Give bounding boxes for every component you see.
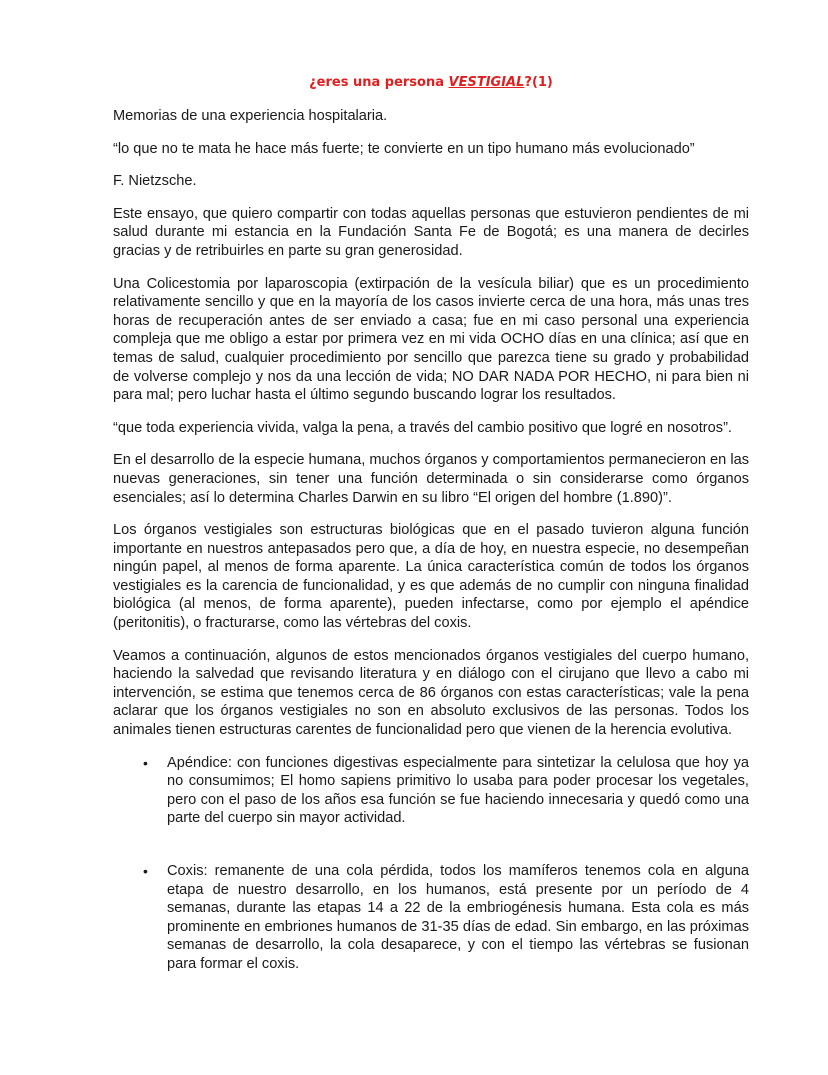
- organ-list: [113, 754, 749, 974]
- paragraph-quote-nietzsche: “lo que no te mata he hace más fuerte; te convierte en un tipo humano más evolucionado”: [113, 140, 695, 157]
- paragraph-quote-author: F. Nietzsche.: [113, 173, 197, 190]
- list-item-text: Apéndice: con funciones digestivas especialmente para sintetizar la celulosa que hoy ya no consumimos; El homo sapiens primitivo lo usaba para poder procesar los vegetales, pero con el paso de los años esa función se fue haciendo innecesaria y quedó como una parte del cuerpo sin mayor actividad.: [167, 754, 749, 827]
- title-emphasis: VESTIGIAL: [448, 75, 525, 90]
- list-item-text: Coxis: remanente de una cola pérdida, todos los mamíferos tenemos cola en alguna etapa de nuestro desarrollo, en los humanos, está presente por un período de 4 semanas, durante las etapas 14 a 22 de la embriogénesis humana. Esta cola es más prominente en embriones humanos de 31-35 días de edad. Sin embargo, en las próximas semanas de desarrollo, la cola desaparece, y con el tiempo las vértebras se fusionan para formar el coxis.: [167, 863, 749, 972]
- paragraph-examples-intro: Veamos a continuación, algunos de estos mencionados órganos vestigiales del cuerpo humano, haciendo la salvedad que revisando literatura y en diálogo con el cirujano que llevo a cabo mi intervención, se estima que tenemos cerca de 86 órganos con estas características; vale la pena aclarar que los órganos vestigiales no son en absoluto exclusivos de las personas. Todos los animales tienen estructuras carentes de funcionalidad pero que vienen de la herencia evolutiva.: [113, 647, 749, 739]
- paragraph-procedure: Una Colicestomia por laparoscopia (extirpación de la vesícula biliar) que es un procedimiento relativamente sencillo y que en la mayoría de los casos invierte cerca de una hora, más unas tres horas de recuperación antes de ser enviado a casa; fue en mi caso personal una experiencia compleja que me obligo a estar por primera vez en mi vida OCHO días en una clínica; así que en temas de salud, cualquier procedimiento por sencillo que parezca tiene su grado y probabilidad de volverse complejo y nos da una lección de vida; NO DAR NADA POR HECHO, ni para bien ni para mal; pero luchar hasta el último segundo buscando lograr los resultados.: [113, 275, 749, 404]
- document-title: [113, 73, 749, 93]
- title-suffix: ?(1): [524, 75, 553, 90]
- title-prefix: ¿eres una persona: [309, 75, 449, 90]
- paragraph-darwin: En el desarrollo de la especie humana, muchos órganos y comportamientos permanecieron en las nuevas generaciones, sin tener una función determinada o sin considerarse como órganos esenciales; así lo determina Charles Darwin en su libro “El origen del hombre (1.890)”.: [113, 452, 749, 506]
- bullet-marker: •: [143, 863, 148, 879]
- paragraph-vestigial-organs: Los órganos vestigiales son estructuras biológicas que en el pasado tuvieron alguna función importante en nuestros antepasados pero que, a día de hoy, en nuestra especie, no desempeñan ningún papel, al menos de forma aparente. La única característica común de todos los órganos vestigiales es la carencia de funcionalidad, y es que además de no cumplir con ninguna finalidad biológica (al menos, de forma aparente), pueden infectarse, como por ejemplo el apéndice (peritonitis), o fracturarse, como las vértebras del coxis.: [113, 522, 749, 632]
- list-item-apendice: [113, 754, 749, 828]
- document-page: [113, 73, 749, 974]
- bullet-marker: •: [143, 754, 148, 771]
- paragraph-intro: Este ensayo, que quiero compartir con todas aquellas personas que estuvieron pendientes de mi salud durante mi estancia en la Fundación Santa Fe de Bogotá; es una manera de decirles gracias y de retribuirles en parte su gran generosidad.: [113, 205, 749, 259]
- paragraph-subtitle: Memorias de una experiencia hospitalaria.: [113, 108, 388, 124]
- list-item-coxis: [113, 862, 749, 974]
- paragraph-quote-experience: “que toda experiencia vivida, valga la pena, a través del cambio positivo que logré en nosotros”.: [113, 419, 732, 436]
